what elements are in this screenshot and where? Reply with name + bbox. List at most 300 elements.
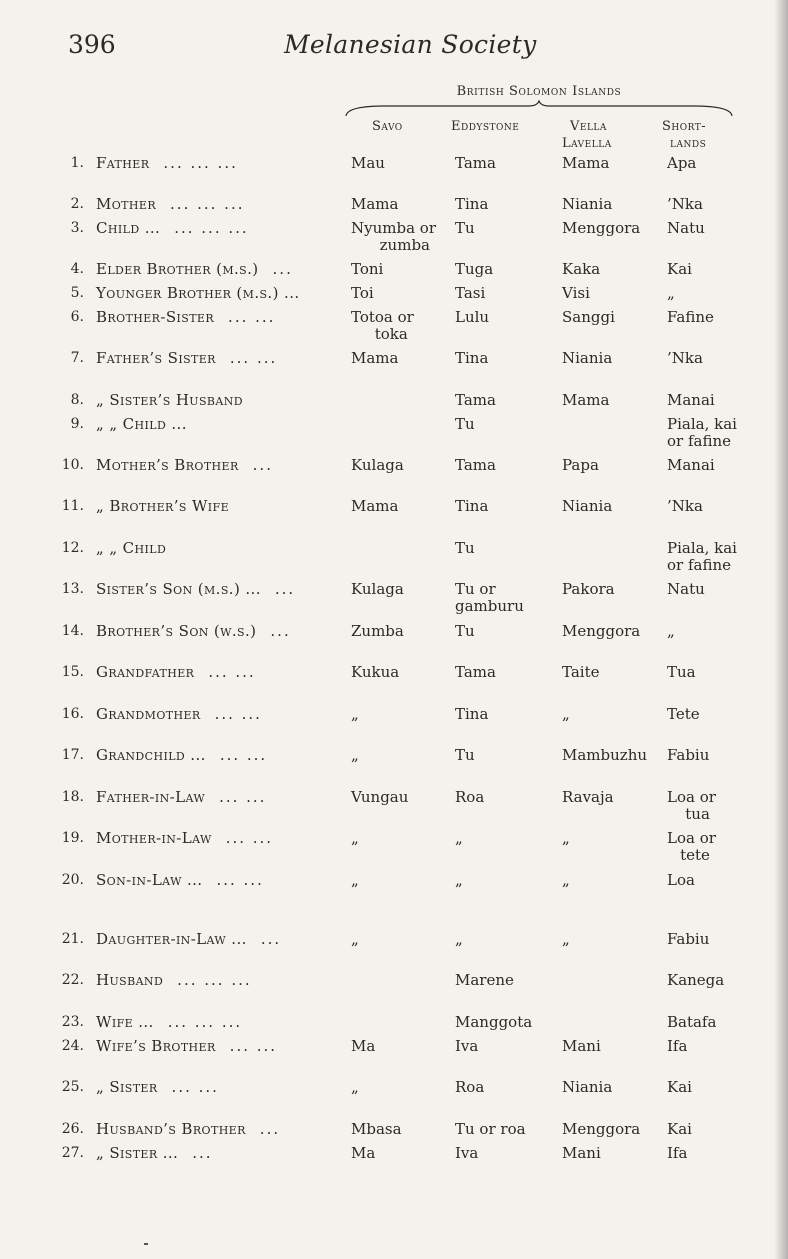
row-number (56, 581, 84, 598)
cell-savo (351, 285, 374, 302)
footer-mark (144, 1243, 148, 1245)
cell-shortlands (667, 931, 709, 948)
kinship-term-text: „ Sister (96, 1078, 158, 1096)
kinship-term (96, 1014, 242, 1031)
row-number (56, 498, 84, 515)
cell-vella-lavella (562, 706, 570, 723)
cell-vella-lavella-text: Ravaja (562, 788, 614, 806)
cell-eddystone-text: Tu or (455, 580, 496, 598)
page-spine-shadow (774, 0, 788, 1259)
cell-savo (351, 1038, 375, 1055)
cell-shortlands-text: Tete (667, 705, 700, 723)
cell-savo-text: Nyumba or (351, 219, 436, 237)
kinship-term-text: „ Sister ... (96, 1144, 179, 1162)
running-title: Melanesian Society (284, 30, 537, 59)
page-header (68, 30, 748, 70)
cell-eddystone (455, 498, 488, 515)
cell-eddystone-text: „ (455, 871, 463, 889)
cell-shortlands (667, 706, 700, 723)
table-row (0, 1079, 788, 1103)
cell-shortlands (667, 581, 705, 598)
cell-savo (351, 155, 385, 172)
cell-savo-text: „ (351, 930, 359, 948)
row-number-text: 3. (70, 220, 84, 236)
kinship-term-text: Wife ... (96, 1013, 154, 1031)
cell-vella-lavella (562, 261, 600, 278)
table-row (0, 350, 788, 374)
cell-savo-text: „ (351, 871, 359, 889)
row-number (56, 285, 84, 302)
cell-savo-text: Zumba (351, 622, 404, 640)
cell-vella-lavella-text: Sanggi (562, 308, 615, 326)
leader-dots: ... ... (229, 1037, 278, 1055)
cell-shortlands (667, 309, 714, 326)
leader-dots: ... (274, 580, 296, 598)
cell-shortlands (667, 540, 737, 574)
cell-savo (351, 1145, 375, 1162)
cell-eddystone-text: Tu or roa (455, 1120, 526, 1138)
kinship-term-text: Husband’s Brother (96, 1120, 246, 1138)
cell-vella-lavella-text: „ (562, 871, 570, 889)
cell-vella-lavella (562, 872, 570, 889)
table-row (0, 155, 788, 179)
kinship-term (96, 664, 256, 681)
cell-savo-text: „ (351, 1078, 359, 1096)
cell-vella-lavella-text: Menggora (562, 622, 641, 640)
row-number (56, 196, 84, 213)
cell-eddystone-text: Tina (455, 705, 489, 723)
cell-vella-lavella-text: Niania (562, 195, 613, 213)
cell-shortlands-text-line2: or fafine (667, 556, 732, 574)
cell-shortlands-text: Manai (667, 391, 715, 409)
cell-vella-lavella (562, 196, 612, 213)
cell-shortlands (667, 1038, 687, 1055)
leader-dots: ... (272, 260, 293, 278)
row-number-text: 8. (70, 392, 84, 408)
table-row (0, 829, 788, 864)
cell-savo-text: Toni (351, 260, 384, 278)
cell-vella-lavella-text: Kaka (562, 260, 601, 278)
cell-vella-lavella-text: Mani (562, 1144, 601, 1162)
cell-shortlands-text: Loa or (667, 788, 716, 806)
cell-eddystone (455, 872, 463, 889)
cell-shortlands-text: Kai (667, 260, 692, 278)
cell-savo (351, 623, 404, 640)
cell-shortlands-text: Loa or (667, 829, 716, 847)
kinship-term (96, 1145, 213, 1162)
cell-savo-text: Totoa or (351, 308, 414, 326)
cell-vella-lavella-text: Mani (562, 1037, 601, 1055)
kinship-term (96, 872, 264, 889)
row-number (56, 261, 84, 278)
cell-vella-lavella-text: Papa (562, 456, 599, 474)
column-header-shortlands-line2: lands (670, 136, 707, 151)
cell-savo (351, 747, 359, 764)
row-number-text: 7. (70, 350, 84, 366)
kinship-term-text: „ Sister’s Husband (96, 391, 243, 409)
cell-eddystone (455, 706, 488, 723)
cell-shortlands (667, 1079, 692, 1096)
table-row (0, 788, 788, 823)
cell-eddystone (455, 1079, 484, 1096)
cell-savo-text: Vungau (351, 788, 409, 806)
cell-vella-lavella (562, 1145, 601, 1162)
row-number-text: 11. (61, 498, 84, 514)
leader-dots: ... ... (229, 349, 278, 367)
row-number-text: 21. (61, 931, 84, 947)
cell-vella-lavella-text: Visi (562, 284, 590, 302)
cell-savo-text-line2: zumba (379, 236, 430, 254)
cell-eddystone-text: Tama (455, 391, 496, 409)
cell-shortlands (667, 664, 696, 681)
cell-shortlands (667, 220, 705, 237)
leader-dots: ... ... ... (167, 1013, 243, 1031)
cell-eddystone-text: Tu (455, 219, 475, 237)
row-number-text: 22. (61, 972, 84, 988)
cell-vella-lavella (562, 498, 612, 515)
kinship-term-text: Child ... (96, 219, 161, 237)
cell-savo-text: „ (351, 829, 359, 847)
cell-savo (351, 830, 359, 847)
row-number-text: 10. (61, 457, 84, 473)
row-number-text: 14. (61, 623, 84, 639)
kinship-term (96, 220, 249, 237)
table-row (0, 1038, 788, 1062)
column-header-shortlands (662, 118, 706, 152)
table-row (0, 285, 788, 309)
row-number (56, 623, 84, 640)
cell-eddystone (455, 155, 496, 172)
row-number (56, 664, 84, 681)
cell-eddystone-text: Tu (455, 746, 475, 764)
leader-dots: ... ... (216, 871, 264, 889)
kinship-term-text: „ „ Child (96, 539, 167, 557)
row-number (56, 457, 84, 474)
row-number (56, 1079, 84, 1096)
row-number-text: 17. (61, 747, 84, 763)
table-row (0, 623, 788, 647)
cell-eddystone (455, 747, 475, 764)
kinship-term (96, 261, 293, 278)
cell-eddystone (455, 350, 488, 367)
cell-savo-text: Mau (351, 154, 385, 172)
cell-savo-text: Toi (351, 284, 374, 302)
kinship-term (96, 623, 291, 640)
table-row (0, 1014, 788, 1038)
kinship-term (96, 789, 266, 806)
row-number-text: 27. (61, 1145, 84, 1161)
cell-savo (351, 309, 414, 343)
cell-eddystone (455, 664, 496, 681)
kinship-term (96, 581, 295, 598)
kinship-term (96, 1038, 277, 1055)
table-row (0, 539, 788, 574)
table-row (0, 392, 788, 416)
table-row (0, 457, 788, 481)
cell-eddystone-text: Tu (455, 622, 475, 640)
cell-vella-lavella (562, 830, 570, 847)
kinship-term (96, 972, 252, 989)
cell-savo (351, 196, 398, 213)
cell-shortlands (667, 350, 703, 367)
cell-shortlands-text-line2: tete (680, 846, 710, 864)
cell-savo-text: Ma (351, 1144, 376, 1162)
kinship-term-text: Grandmother (96, 705, 201, 723)
cell-shortlands-text: Manai (667, 456, 715, 474)
column-header-vella-lavella (562, 118, 612, 152)
kinship-term-text: Father’s Sister (96, 349, 216, 367)
cell-eddystone (455, 540, 475, 557)
leader-dots: ... (252, 456, 273, 474)
table-row (0, 931, 788, 955)
cell-shortlands (667, 155, 696, 172)
table-row (0, 706, 788, 730)
kinship-term (96, 540, 166, 557)
cell-eddystone (455, 830, 463, 847)
cell-vella-lavella-text: „ (562, 705, 570, 723)
row-number (56, 155, 84, 172)
cell-savo-text: Mama (351, 497, 399, 515)
row-number-text: 15. (61, 664, 84, 680)
table-row (0, 1121, 788, 1145)
kinship-term-text: Son-in-Law ... (96, 871, 203, 889)
column-header-vella-line1: Vella (570, 119, 607, 134)
cell-eddystone-text: Iva (455, 1144, 479, 1162)
cell-vella-lavella (562, 789, 614, 806)
cell-savo (351, 706, 359, 723)
cell-shortlands (667, 872, 695, 889)
cell-shortlands (667, 285, 675, 302)
cell-vella-lavella (562, 1121, 640, 1138)
cell-savo (351, 220, 436, 254)
leader-dots: ... ... (228, 308, 276, 326)
column-header-eddystone (451, 118, 519, 135)
cell-savo-text: Kukua (351, 663, 400, 681)
cell-savo (351, 581, 404, 598)
kinship-term-text: Sister’s Son (m.s.) ... (96, 580, 261, 598)
cell-savo (351, 457, 404, 474)
row-number (56, 706, 84, 723)
cell-shortlands (667, 1145, 687, 1162)
cell-shortlands (667, 623, 675, 640)
row-number-text: 25. (61, 1079, 84, 1095)
cell-shortlands (667, 416, 737, 450)
cell-vella-lavella-text: Menggora (562, 1120, 641, 1138)
cell-vella-lavella-text: „ (562, 930, 570, 948)
cell-shortlands-text: „ (667, 622, 675, 640)
cell-vella-lavella (562, 155, 609, 172)
kinship-term (96, 285, 300, 302)
page-number: 396 (68, 30, 116, 59)
cell-eddystone (455, 416, 475, 433)
cell-shortlands-text: Kanega (667, 971, 725, 989)
cell-shortlands (667, 261, 692, 278)
kinship-term-text: Elder Brother (m.s.) (96, 260, 259, 278)
row-number-text: 24. (61, 1038, 84, 1054)
cell-vella-lavella (562, 392, 609, 409)
kinship-term (96, 1121, 280, 1138)
leader-dots: ... ... (208, 663, 256, 681)
row-number (56, 972, 84, 989)
cell-shortlands-text: ’Nka (667, 349, 703, 367)
cell-vella-lavella-text: Mambuzhu (562, 746, 648, 764)
cell-eddystone (455, 1145, 478, 1162)
kinship-term-text: Father-in-Law (96, 788, 206, 806)
cell-eddystone-text: Tina (455, 497, 489, 515)
cell-savo-text-line2: toka (374, 325, 408, 343)
cell-eddystone-text: Tama (455, 154, 496, 172)
cell-shortlands-text: Piala, kai (667, 539, 737, 557)
cell-savo (351, 498, 398, 515)
kinship-term (96, 416, 187, 433)
kinship-term (96, 931, 281, 948)
table-row (0, 580, 788, 615)
cell-shortlands-text: Piala, kai (667, 415, 737, 433)
cell-savo (351, 350, 398, 367)
cell-savo (351, 261, 383, 278)
cell-vella-lavella (562, 220, 640, 237)
group-heading: British Solomon Islands (456, 84, 622, 99)
cell-vella-lavella (562, 581, 615, 598)
cell-savo-text: „ (351, 746, 359, 764)
cell-vella-lavella-text: Menggora (562, 219, 641, 237)
cell-shortlands-text: Tua (667, 663, 696, 681)
table-row (0, 972, 788, 996)
leader-dots: ... ... ... (163, 154, 238, 172)
cell-eddystone-text: Manggota (455, 1013, 533, 1031)
kinship-term (96, 392, 243, 409)
row-number (56, 350, 84, 367)
cell-savo (351, 664, 399, 681)
row-number (56, 220, 84, 237)
kinship-term (96, 457, 273, 474)
cell-shortlands-text: Fabiu (667, 930, 710, 948)
kinship-term-text: Father (96, 154, 150, 172)
table-row (0, 664, 788, 688)
cell-savo-text: Mama (351, 349, 399, 367)
cell-eddystone (455, 309, 489, 326)
cell-savo-text: Kulaga (351, 456, 404, 474)
kinship-term-text: Grandchild ... (96, 746, 206, 764)
cell-shortlands (667, 457, 715, 474)
cell-shortlands-text: Ifa (667, 1144, 688, 1162)
cell-savo (351, 789, 408, 806)
cell-vella-lavella-text: Taite (562, 663, 600, 681)
row-number (56, 309, 84, 326)
cell-vella-lavella-text: Mama (562, 391, 610, 409)
kinship-term-text: Husband (96, 971, 164, 989)
cell-shortlands (667, 498, 703, 515)
cell-shortlands-text-line2: or fafine (667, 432, 732, 450)
cell-vella-lavella-text: Niania (562, 497, 613, 515)
cell-eddystone (455, 623, 475, 640)
cell-eddystone-text: Tu (455, 415, 475, 433)
cell-shortlands (667, 789, 716, 823)
row-number-text: 9. (70, 416, 84, 432)
kinship-term-text: Grandfather (96, 663, 195, 681)
leader-dots: ... ... (219, 746, 268, 764)
cell-savo (351, 1121, 402, 1138)
row-number (56, 789, 84, 806)
cell-eddystone-text-line2: gamburu (455, 597, 524, 615)
row-number-text: 26. (61, 1121, 84, 1137)
cell-eddystone (455, 1121, 526, 1138)
cell-shortlands-text: Fabiu (667, 746, 710, 764)
cell-shortlands-text: Batafa (667, 1013, 717, 1031)
cell-eddystone-text: Tina (455, 195, 489, 213)
cell-savo (351, 872, 359, 889)
row-number-text: 6. (70, 309, 84, 325)
cell-savo-text: „ (351, 705, 359, 723)
kinship-term-text: Wife’s Brother (96, 1037, 216, 1055)
cell-eddystone-text: Tama (455, 456, 496, 474)
cell-eddystone-text: Marene (455, 971, 514, 989)
cell-eddystone (455, 789, 484, 806)
kinship-term-text: Brother’s Son (w.s.) (96, 622, 257, 640)
cell-savo-text: Kulaga (351, 580, 404, 598)
leader-dots: ... ... (214, 705, 262, 723)
cell-shortlands-text: Natu (667, 219, 705, 237)
row-number (56, 1145, 84, 1162)
group-brace (345, 100, 733, 118)
cell-savo-text: Mbasa (351, 1120, 402, 1138)
cell-shortlands-text: Kai (667, 1120, 692, 1138)
row-number (56, 872, 84, 889)
row-number-text: 18. (61, 789, 84, 805)
row-number (56, 1038, 84, 1055)
leader-dots: ... ... ... (170, 195, 245, 213)
cell-savo (351, 931, 359, 948)
leader-dots: ... (259, 1120, 281, 1138)
kinship-term-text: Mother-in-Law (96, 829, 212, 847)
leader-dots: ... ... (219, 788, 267, 806)
column-header-savo (372, 118, 403, 135)
kinship-term-text: „ „ Child ... (96, 415, 187, 433)
leader-dots: ... ... ... (174, 219, 249, 237)
row-number (56, 392, 84, 409)
column-header-shortlands-line1: Short- (662, 119, 707, 134)
row-number (56, 830, 84, 847)
cell-eddystone (455, 261, 493, 278)
kinship-term (96, 1079, 219, 1096)
cell-shortlands-text: ’Nka (667, 497, 703, 515)
cell-eddystone (455, 285, 485, 302)
leader-dots: ... ... (225, 829, 274, 847)
cell-shortlands-text: Loa (667, 871, 695, 889)
cell-shortlands-text: Apa (667, 154, 697, 172)
row-number (56, 931, 84, 948)
cell-vella-lavella (562, 664, 600, 681)
kinship-term-text: Mother (96, 195, 157, 213)
cell-shortlands-text: Natu (667, 580, 705, 598)
leader-dots: ... (270, 622, 291, 640)
cell-shortlands (667, 747, 709, 764)
cell-savo (351, 1079, 359, 1096)
kinship-term (96, 350, 277, 367)
cell-eddystone-text: Roa (455, 1078, 485, 1096)
table-row (0, 219, 788, 254)
cell-eddystone (455, 1014, 532, 1031)
row-number (56, 540, 84, 557)
cell-eddystone (455, 220, 475, 237)
cell-shortlands (667, 830, 716, 864)
table-row (0, 196, 788, 220)
cell-eddystone-text: Tu (455, 539, 475, 557)
kinship-term-text: Younger Brother (m.s.) ... (96, 284, 300, 302)
cell-vella-lavella-text: Niania (562, 349, 613, 367)
kinship-term-text: Daughter-in-Law ... (96, 930, 247, 948)
kinship-term-text: „ Brother’s Wife (96, 497, 230, 515)
